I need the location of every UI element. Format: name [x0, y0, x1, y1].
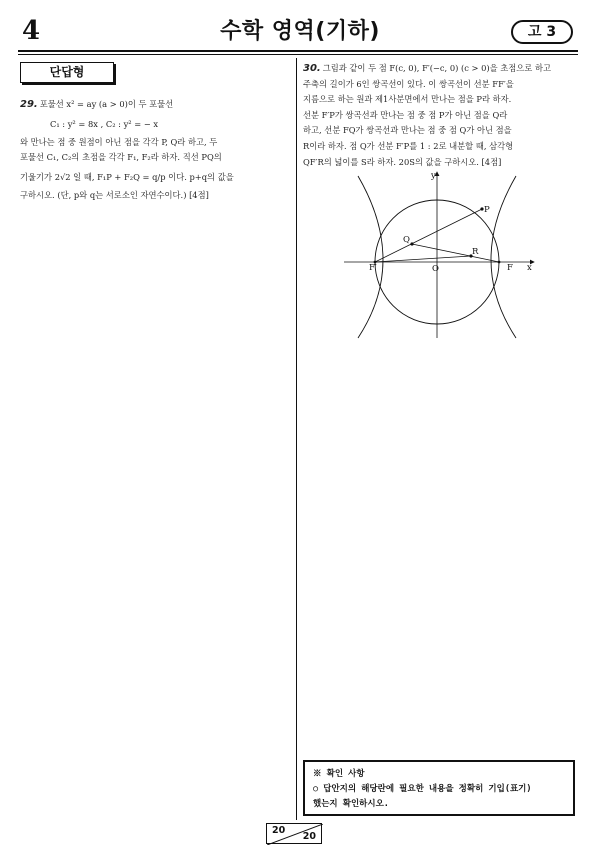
problem-29-line-3: 기울기가 2√2 일 때, F₁P + F₂Q = q/p 이다. p+q의 값을 [20, 171, 234, 182]
header-rule [18, 50, 578, 52]
label-y: y [431, 171, 436, 181]
grade-badge: 고 3 [511, 20, 573, 44]
problem-29-line-1: 와 만나는 점 중 원점이 아닌 점을 각각 P, Q라 하고, 두 [20, 136, 218, 147]
page-counter [266, 823, 322, 844]
problem-29-formula: C₁ : y² = 8x , C₂ : y² = − x [50, 118, 159, 129]
segment-F-prime-P [375, 209, 482, 262]
problem-30-line: R이라 하자. 점 Q가 선분 F′P를 1 : 2로 내분할 때, 삼각형 [303, 140, 514, 151]
checklist-box [303, 760, 575, 816]
problem-30-text: 그림과 같이 두 점 F(c, 0), F′(−c, 0) (c > 0)을 초점으로 하고 [322, 63, 551, 73]
problem-29-intro [20, 97, 282, 113]
problem-30-line: 주축의 길이가 6인 쌍곡선이 있다. 이 쌍곡선이 선분 FF′을 [303, 78, 514, 89]
page-counter-total: 20 [302, 831, 316, 842]
checklist-item-continued: 했는지 확인하시오. [313, 799, 389, 809]
page-number: 4 [22, 16, 41, 46]
checklist-item: ○ 답안지의 해당란에 필요한 내용을 정확히 기입(표기) [313, 784, 532, 794]
problem-30-line: 지름으로 하는 원과 제1사분면에서 만나는 점을 P라 하자. [303, 94, 512, 105]
segment-F-prime-R [375, 256, 471, 262]
label-F: F [507, 263, 513, 273]
figure-svg [340, 166, 540, 342]
point-F [498, 261, 501, 264]
label-x: x [527, 263, 532, 273]
problem-29-line-2: 포물선 C₁, C₂의 초점을 각각 F₁, F₂라 하자. 직선 PQ의 [20, 152, 222, 163]
hyperbola-right-branch [491, 176, 516, 338]
column-divider [296, 58, 297, 820]
header-rule-thin [18, 54, 578, 55]
label-F-prime: F′ [369, 263, 377, 273]
section-label-short-answer: 단답형 [20, 62, 114, 83]
problem-30-line [303, 61, 575, 77]
problem-30-line: 선분 F′P가 쌍곡선과 만나는 점 중 점 P가 아닌 점을 Q라 [303, 109, 508, 120]
checklist-heading: ※ 확인 사항 [313, 769, 365, 779]
point-Q [410, 242, 413, 245]
problem-29-number: 29. [20, 99, 38, 110]
hyperbola-circle-figure [340, 166, 540, 342]
subject-title: 수학 영역(기하) [220, 19, 380, 44]
problem-29 [20, 97, 282, 203]
label-O: O [432, 264, 439, 274]
problem-29-intro-text: 포물선 x² = ay (a > 0)이 두 포물선 [39, 99, 174, 109]
problem-30-line: QF′R의 넓이를 S라 하자. 20S의 값을 구하시오. [4점] [303, 156, 502, 167]
problem-30-line: 하고, 선분 FQ가 쌍곡선과 만나는 점 중 점 Q가 아닌 점을 [303, 125, 512, 136]
label-Q: Q [403, 235, 410, 245]
label-R: R [472, 247, 479, 257]
segment-F-Q [412, 244, 499, 262]
problem-29-line-4: 구하시오. (단, p와 q는 서로소인 자연수이다.) [4점] [20, 189, 209, 200]
problem-30-number: 30. [303, 63, 321, 74]
hyperbola-left-branch [358, 176, 383, 338]
page-counter-current: 20 [272, 825, 286, 836]
problem-30 [303, 61, 575, 170]
label-P: P [484, 205, 490, 215]
